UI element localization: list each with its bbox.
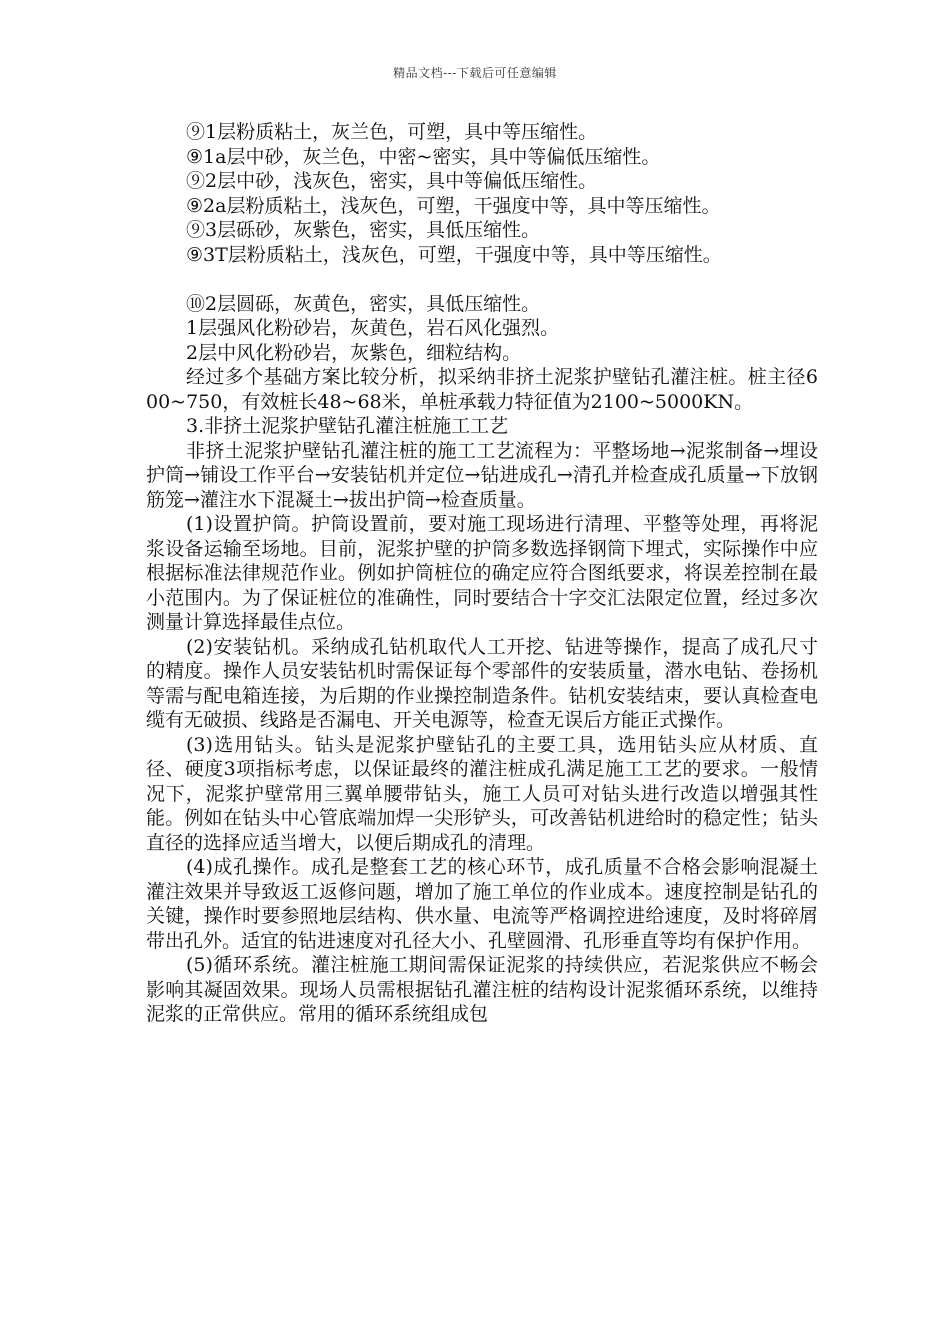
document-body: [146, 120, 818, 1027]
paragraph-layer-9-1: ⑨1层粉质粘土，灰兰色，可塑，具中等压缩性。: [186, 121, 598, 143]
paragraph-layer-10-2: ⑩2层圆砾，灰黄色，密实，具低压缩性。: [186, 292, 541, 315]
paragraph-layer-9-3t: ⑨3T层粉质粘土，浅灰色，可塑，干强度中等，具中等压缩性。: [186, 243, 722, 266]
paragraph-layer-rock-2: 2层中风化粉砂岩，灰紫色，细粒结构。: [186, 341, 522, 364]
paragraph-layer-rock-1: 1层强风化粉砂岩，灰黄色，岩石风化强烈。: [186, 317, 560, 339]
blank-line: [146, 267, 818, 292]
paragraph-step-5-circulation: (5)循环系统。灌注桩施工期间需保证泥浆的持续供应，若泥浆供应不畅会影响其凝固效果。现场人员需根据钻孔灌注桩的结构设计泥浆循环系统，以维持泥浆的正常供应。常用的循环系统组成包: [146, 954, 818, 1025]
paragraph-step-1-casing: (1)设置护筒。护筒设置前，要对施工现场进行清理、平整等处理，再将泥浆设备运输至场地。目前，泥浆护壁的护筒多数选择钢筒下埋式，实际操作中应根据标准法律规范作业。例如护筒桩位的确定应符合图纸要求，将误差控制在最小范围内。为了保证桩位的准确性，同时要结合十字交汇法限定位置，经过多次测量计算选择最佳点位。: [146, 513, 818, 633]
paragraph-process-flow: 非挤土泥浆护壁钻孔灌注桩的施工工艺流程为：平整场地→泥浆制备→埋设护筒→铺设工作平台→安装钻机并定位→钻进成孔→清孔并检查成孔质量→下放钢筋笼→灌注水下混凝土→拔出护筒→检查质量。: [146, 439, 818, 511]
paragraph-layer-9-2: ⑨2层中砂，浅灰色，密实，具中等偏低压缩性。: [186, 170, 598, 192]
section-heading-construction-process: 3.非挤土泥浆护壁钻孔灌注桩施工工艺: [186, 415, 509, 437]
paragraph-layer-9-3: ⑨3层砾砂，灰紫色，密实，具低压缩性。: [186, 219, 541, 241]
paragraph-step-3-drill-bit: (3)选用钻头。钻头是泥浆护壁钻孔的主要工具，选用钻头应从材质、直径、硬度3项指标考虑，以保证最终的灌注桩成孔满足施工工艺的要求。一般情况下，泥浆护壁常用三翼单腰带钻头，施工人员可对钻头进行改造以增强其性能。例如在钻头中心管底端加焊一尖形铲头，可改善钻机进给时的稳定性；钻头直径的选择应适当增大，以便后期成孔的清理。: [146, 733, 818, 854]
paragraph-step-4-hole-forming: (4)成孔操作。成孔是整套工艺的核心环节，成孔质量不合格会影响混凝土灌注效果并导致返工返修问题，增加了施工单位的作业成本。速度控制是钻孔的关键，操作时要参照地层结构、供水量、电流等严格调控进给速度，及时将碎屑带出孔外。适宜的钻进速度对孔径大小、孔壁圆滑、孔形垂直等均有保护作用。: [146, 856, 818, 952]
paragraph-step-2-drill-install: (2)安装钻机。采纳成孔钻机取代人工开挖、钻进等操作，提高了成孔尺寸的精度。操作人员安装钻机时需保证每个零部件的安装质量，潜水电钻、卷扬机等需与配电箱连接，为后期的作业操控制造条件。钻机安装结束，要认真检查电缆有无破损、线路是否漏电、开关电源等，检查无误后方能正式操作。: [146, 635, 818, 731]
paragraph-layer-9-1a: ⑨1a层中砂，灰兰色，中密~密实，具中等偏低压缩性。: [186, 145, 661, 168]
paragraph-layer-9-2a: ⑨2a层粉质粘土，浅灰色，可塑，干强度中等，具中等压缩性。: [186, 194, 721, 217]
page-header: 精品文档---下载后可任意编辑: [393, 66, 557, 80]
paragraph-foundation-scheme: 经过多个基础方案比较分析，拟采纳非挤土泥浆护壁钻孔灌注桩。桩主径600~750，有效桩长48~68米，单桩承载力特征值为2100~5000KN。: [146, 366, 818, 413]
